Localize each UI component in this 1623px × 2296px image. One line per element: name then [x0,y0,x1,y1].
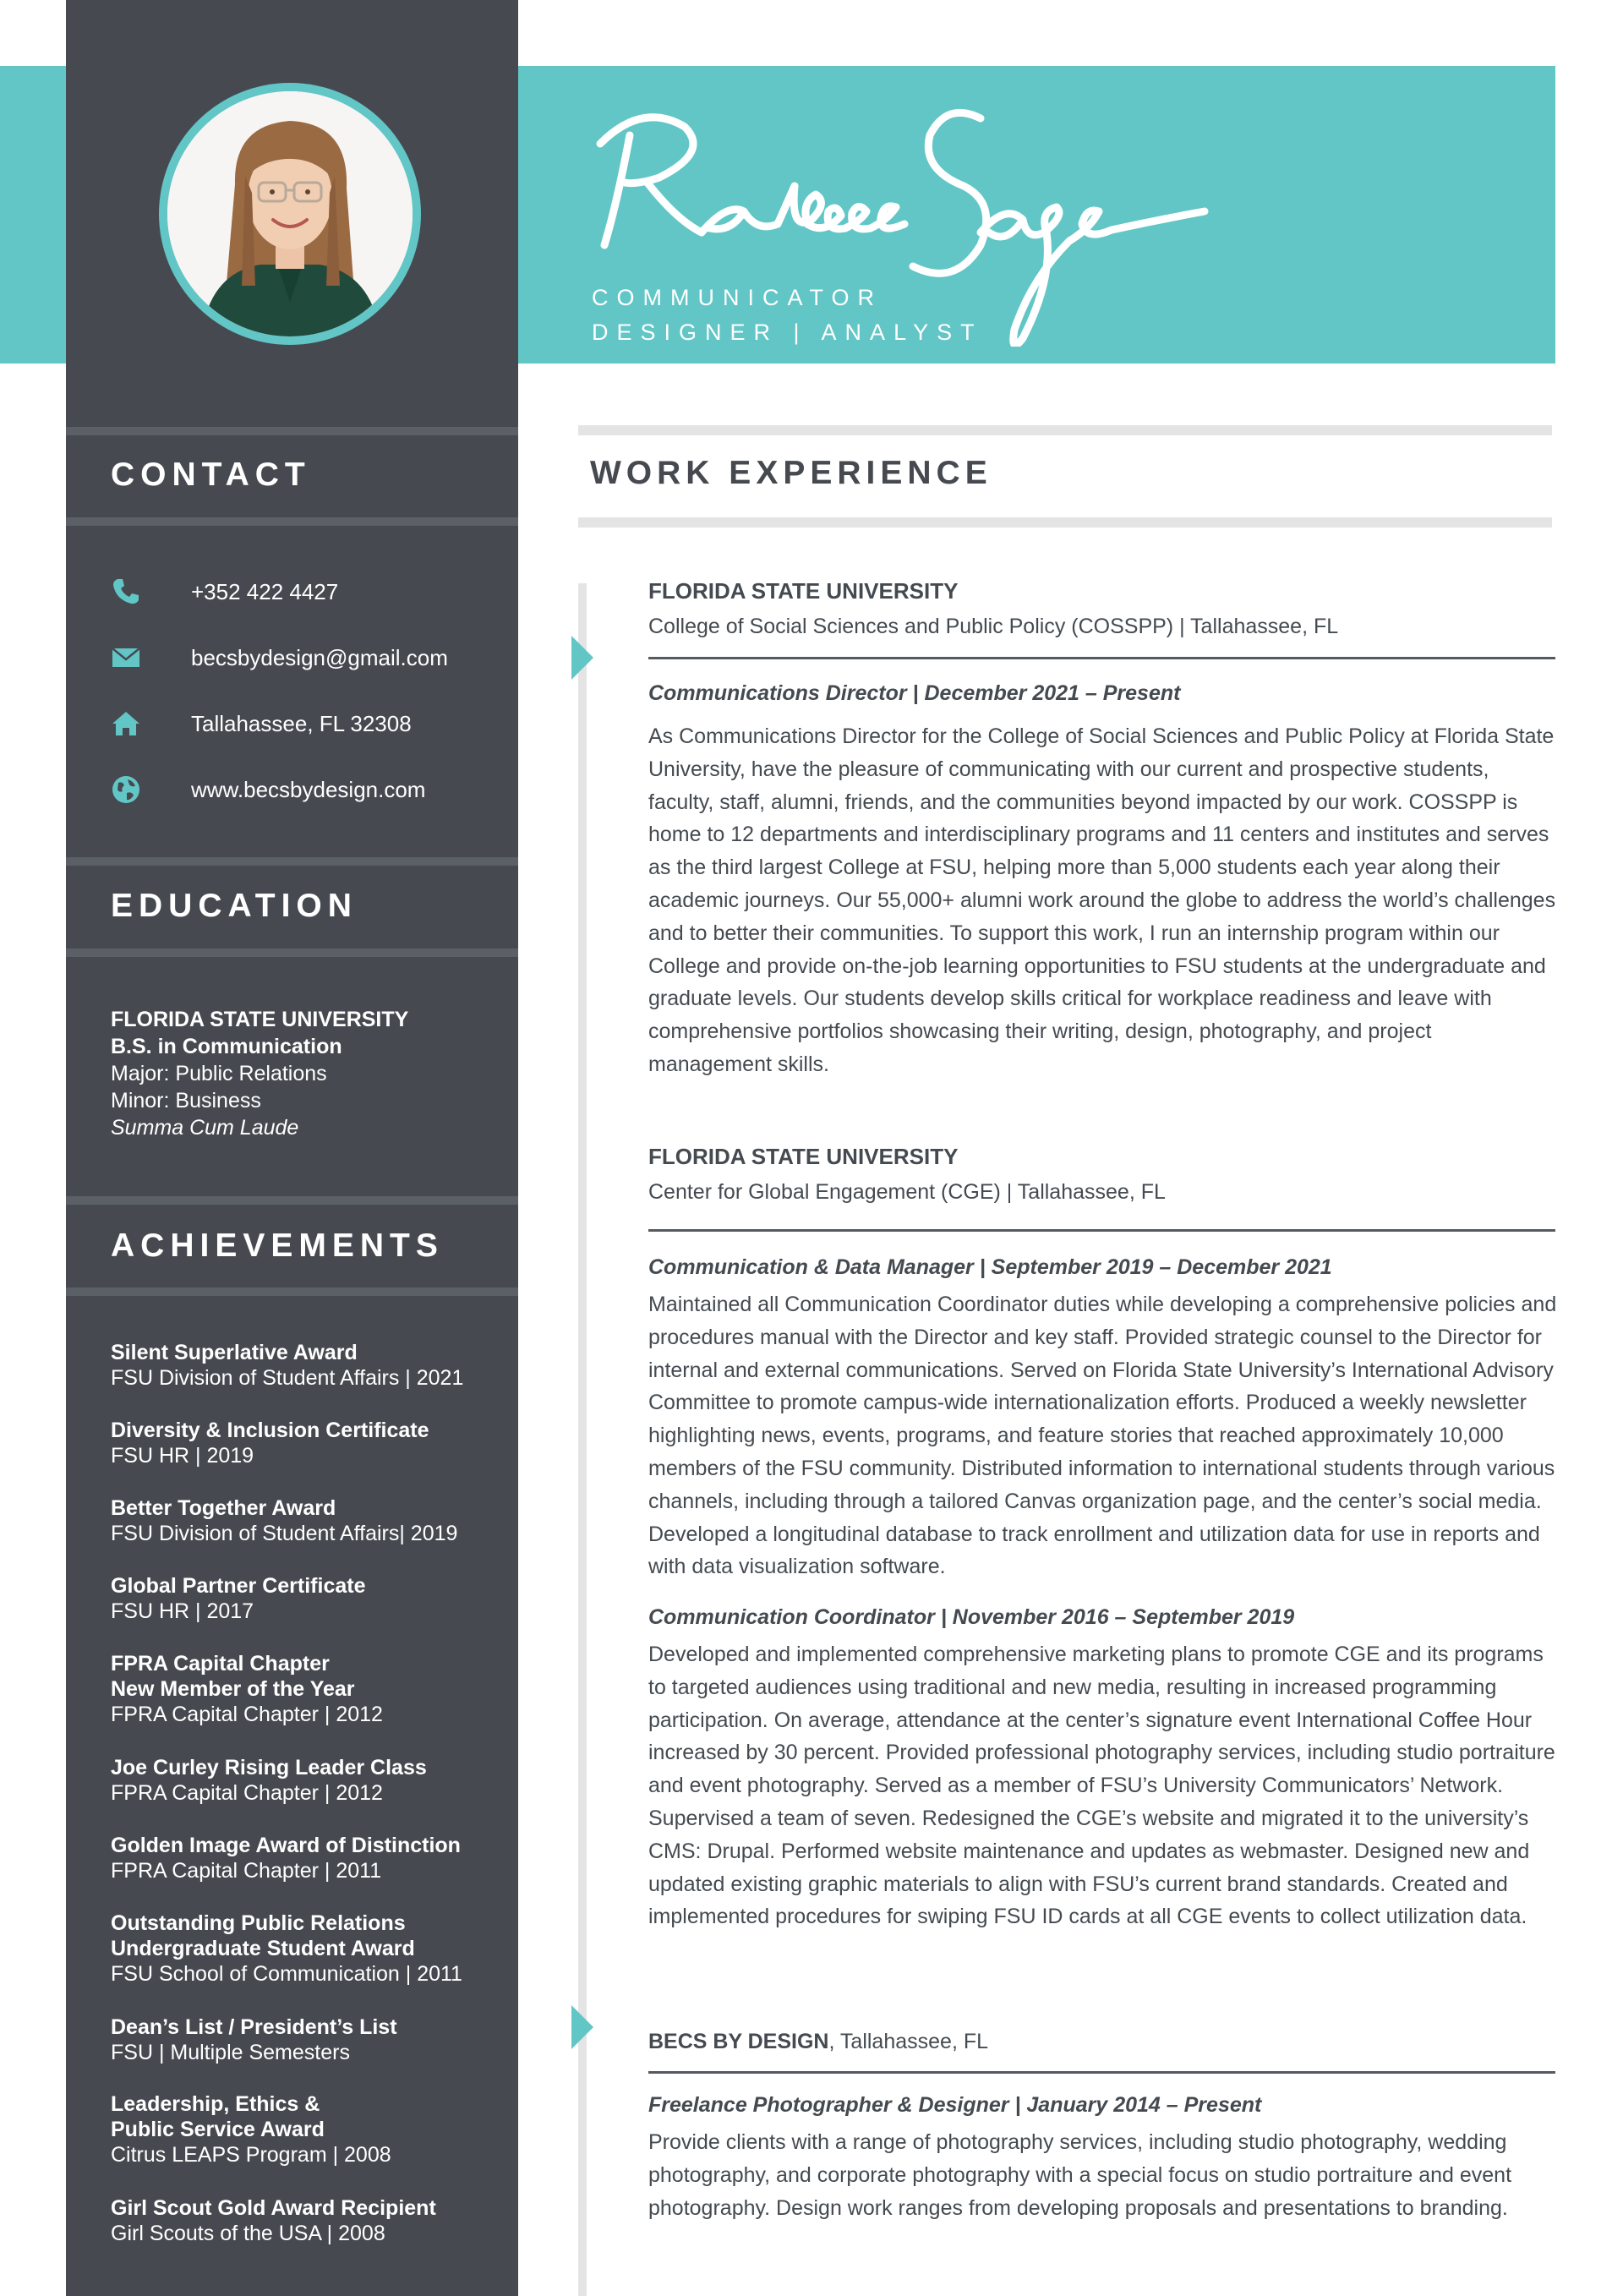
avatar [167,91,413,336]
achievement-title: Joe Curley Rising Leader Class [111,1756,427,1779]
achievement-title: Leadership, Ethics & [111,2092,320,2116]
portrait-image [167,91,413,336]
education-honor: Summa Cum Laude [111,1116,299,1140]
job-role: Freelance Photographer & Designer | January 2014 – Present [648,2093,1262,2117]
education-top-divider [66,857,518,866]
achievement-item [111,1911,508,1987]
achievement-item [111,1418,508,1468]
contact-location [111,705,500,742]
contact-heading: CONTACT [111,456,311,493]
contact-top-divider [66,427,518,435]
job-divider [648,657,1555,659]
contact-website [111,771,500,808]
job-org: FLORIDA STATE UNIVERSITY [648,1144,959,1169]
achievement-item [111,1573,508,1624]
timeline-marker-icon [571,2005,593,2049]
achievement-detail: FSU HR | 2017 [111,1599,254,1623]
achievement-title-line-2: Public Service Award [111,2118,325,2141]
job-description: As Communications Director for the College of Social Sciences and Public Policy at Florida State University, have the pleasure of communicating with our current and prospective students, faculty, staff, alumni, friends, and the communities beyond impacted by our work. COSSPP is home to 12 departments and interdisciplinary programs and 11 centers and institutes and serves as the third largest College at FSU, helping more than 5,000 students each year along their academic journeys. Our 55,000+ alumni work around the globe to address the world’s challenges and to better their communities. To support this work, I run an internship program within our College and provide on-the-job learning opportunities to FSU students at the undergraduate and graduate levels. Our students develop skills critical for workplace readiness and leave with comprehensive portfolios showcasing their writing, design, photography, and project management skills. [648,724,1556,1076]
job-org-line [648,2030,988,2054]
job-org: FLORIDA STATE UNIVERSITY [648,578,959,604]
contact-phone [111,573,500,610]
achievement-title: Dean’s List / President’s List [111,2015,397,2039]
achievements-heading: ACHIEVEMENTS [111,1227,444,1264]
achievement-title-line-2: Undergraduate Student Award [111,1937,415,1960]
envelope-icon [111,642,141,673]
work-top-divider [578,425,1552,435]
achievement-title: Girl Scout Gold Award Recipient [111,2196,436,2220]
contact-bottom-divider [66,517,518,526]
education-school: FLORIDA STATE UNIVERSITY [111,1008,409,1031]
job-role: Communications Director | December 2021 – Present [648,681,1181,705]
achievement-item [111,1495,508,1546]
tagline-line-1: COMMUNICATOR [592,285,883,310]
achievement-title: FPRA Capital Chapter [111,1652,330,1676]
achievement-item [111,1833,508,1883]
job-description: Maintained all Communication Coordinator duties while developing a comprehensive policies and procedures manual with the Director and key staff. Provided strategic counsel to the Director for internal and external communications. Served on Florida State University’s International Advisory Committee to promote campus-wide internationalization efforts. Produced a weekly newsletter highlighting news, events, programs, and feature stories that reached approximately 10,000 members of the FSU community. Distributed information to international students through various channels, including through a tailored Canvas organization page, and the center’s social media. Developed a longitudinal database to track enrollment and utilization data for use in reports and with data visualization software. [648,1293,1557,1579]
achievement-detail: FSU Division of Student Affairs | 2021 [111,1366,464,1390]
achievement-item [111,2091,508,2168]
achievement-title: Diversity & Inclusion Certificate [111,1419,429,1442]
education-bottom-divider [66,948,518,957]
tagline-line-2: DESIGNER | ANALYST [592,320,983,345]
achievement-item [111,2014,508,2065]
phone-icon [111,577,141,607]
achievement-title: Global Partner Certificate [111,1574,366,1598]
achievement-title: Golden Image Award of Distinction [111,1834,461,1857]
work-bottom-divider [578,517,1552,528]
achievement-detail: Citrus LEAPS Program | 2008 [111,2143,391,2167]
education-major: Major: Public Relations [111,1062,327,1085]
achievements-bottom-divider [66,1287,518,1296]
job-description: Developed and implemented comprehensive marketing plans to promote CGE and its programs to targeted audiences using traditional and new media, resulting in increased programming participation. On average, attendance at the center’s signature event International Coffee Hour increased by 30 percent. Provided professional photography services, including studio portraiture and event photography. Served as a member of FSU’s University Communicators’ Network. Supervised a team of seven. Redesigned the CGE’s website and migrated it to the university’s CMS: Drupal. Performed website maintenance and updates as webmaster. Designed new and updated existing graphic materials to align with FSU’s current brand standards. Created and implemented procedures for swiping FSU ID cards at all CGE events to collect utilization data. [648,1643,1555,1929]
home-icon [111,708,141,739]
education-degree: B.S. in Communication [111,1035,342,1058]
achievement-item [111,1755,508,1806]
achievement-detail: FSU HR | 2019 [111,1444,254,1468]
achievement-item [111,1651,508,1727]
work-heading: WORK EXPERIENCE [590,455,992,491]
contact-location-text: Tallahassee, FL 32308 [191,711,412,736]
achievement-detail: FSU Division of Student Affairs| 2019 [111,1522,458,1545]
achievement-title-line-2: New Member of the Year [111,1677,355,1701]
job-unit: , Tallahassee, FL [828,2030,989,2053]
achievements-top-divider [66,1196,518,1205]
achievement-title: Outstanding Public Relations [111,1911,406,1935]
achievement-detail: FPRA Capital Chapter | 2012 [111,1703,383,1726]
education-minor: Minor: Business [111,1089,261,1112]
achievement-title: Silent Superlative Award [111,1341,358,1364]
education-heading: EDUCATION [111,888,358,924]
globe-icon [111,774,141,805]
achievement-detail: FSU | Multiple Semesters [111,2041,350,2064]
contact-email-text[interactable]: becsbydesign@gmail.com [191,645,448,670]
achievement-title: Better Together Award [111,1496,336,1520]
achievement-item [111,2195,508,2246]
job-org: BECS BY DESIGN [648,2030,829,2053]
timeline-marker-icon [571,636,593,680]
contact-website-text[interactable]: www.becsbydesign.com [191,777,426,802]
job-divider [648,1229,1555,1232]
job-unit: College of Social Sciences and Public Policy (COSSPP) | Tallahassee, FL [648,615,1339,638]
achievement-detail: FSU School of Communication | 2011 [111,1962,462,1986]
job-role: Communication Coordinator | November 2016 – September 2019 [648,1605,1295,1629]
achievement-detail: FPRA Capital Chapter | 2011 [111,1859,382,1883]
achievement-detail: Girl Scouts of the USA | 2008 [111,2222,385,2245]
contact-phone-text[interactable]: +352 422 4427 [191,579,339,604]
job-role: Communication & Data Manager | September 2019 – December 2021 [648,1255,1332,1279]
job-unit: Center for Global Engagement (CGE) | Tallahassee, FL [648,1180,1166,1204]
contact-email [111,639,500,676]
achievement-detail: FPRA Capital Chapter | 2012 [111,1781,383,1805]
job-description: Provide clients with a range of photography services, including studio photography, wedding photography, and corporate photography with a special focus on studio portraiture and event photography. Design work ranges from developing proposals and presentations to branding. [648,2130,1512,2220]
achievement-item [111,1340,508,1391]
education-entry [111,1006,500,1141]
job-divider [648,2071,1555,2074]
